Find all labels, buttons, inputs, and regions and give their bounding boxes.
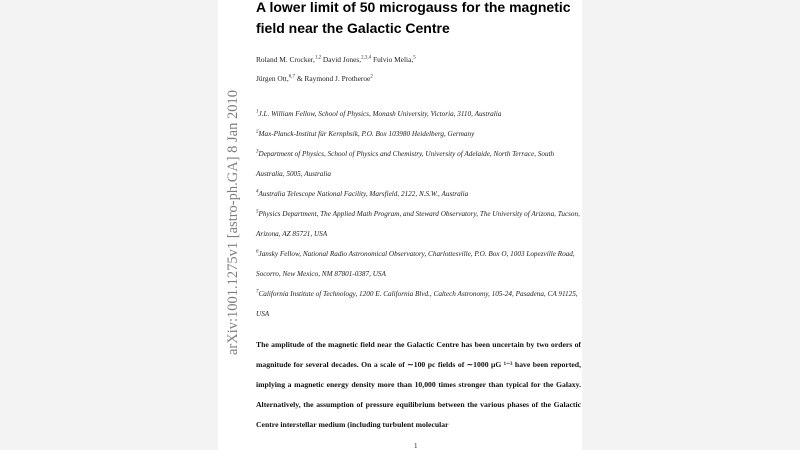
affiliation-text: Physics Department, The Applied Math Program, and Steward Observatory, The University of Arizona, Tucson, Arizona, AZ 85721, USA <box>256 210 580 238</box>
affiliation-item <box>256 184 582 204</box>
arxiv-stamp[interactable]: arXiv:1001.1275v1 [astro-ph.GA] 8 Jan 2010 <box>225 90 241 355</box>
author-affiliation-marker: 1,2 <box>314 55 322 61</box>
affiliation-text: Australia Telescope National Facility, Marsfield, 2122, N.S.W., Australia <box>258 190 469 198</box>
page-number: 1 <box>414 442 418 450</box>
affiliation-number: 7 <box>256 289 259 295</box>
affiliation-number: 6 <box>256 249 259 255</box>
author-affiliation-marker: 2,3,4 <box>361 55 372 61</box>
author-affiliation-marker: 6,7 <box>288 74 295 80</box>
affiliation-number: 2 <box>256 129 259 135</box>
abstract-text: The amplitude of the magnetic field near the Galactic Centre has been uncertain by two orders of magnitude for several decades. On a scale of ∼100 pc fields of ∼1000 μG ¹⁻³ have been reported, implying a magnetic energy density more than 10,000 times stronger than typical for the Galaxy. Alternatively, the assumption of pressure equilibrium between the various phases of the Galactic Centre interstellar medium (including turbulent molecular <box>256 340 581 429</box>
authors-line-1 <box>256 55 416 64</box>
affiliation-item <box>256 244 582 284</box>
author-affiliation-marker: 2 <box>370 74 373 80</box>
affiliation-item <box>256 204 582 244</box>
affiliation-item <box>256 284 582 324</box>
author-name: Fulvio Melia, <box>371 55 414 64</box>
affiliation-text: Department of Physics, School of Physics and Chemistry, University of Adelaide, North Terrace, South Australia, 5005, Australia <box>256 150 555 178</box>
affiliation-text: J.L. William Fellow, School of Physics, Monash University, Victoria, 3110, Australia <box>258 110 502 118</box>
affiliation-text: Jansky Fellow, National Radio Astronomical Observatory, Charlottesville, P.O. Box O, 1003 Lopezville Road, Socorro, New Mexico, NM 87801-0387, USA <box>256 250 575 278</box>
author-name: & Raymond J. Protheroe <box>294 74 371 83</box>
abstract <box>256 335 581 435</box>
author-affiliation-marker: 5 <box>413 55 416 61</box>
author-name: David Jones, <box>321 55 362 64</box>
affiliation-item <box>256 124 582 144</box>
author-name: Roland M. Crocker, <box>256 55 315 64</box>
affiliation-number: 3 <box>256 149 259 155</box>
affiliation-item <box>256 104 582 124</box>
affiliation-text: Max-Planck-Institut für Kernphsik, P.O. Box 103980 Heidelberg, Germany <box>258 130 475 138</box>
affiliation-number: 5 <box>256 209 259 215</box>
affiliation-text: California Institute of Technology, 1200 E. California Blvd., Caltech Astronomy, 105-24, Pasadena, CA 91125, USA <box>256 290 578 318</box>
affiliation-number: 4 <box>256 189 259 195</box>
affiliations-list <box>256 104 582 324</box>
paper-title: A lower limit of 50 microgauss for the magnetic field near the Galactic Centre <box>256 0 571 36</box>
authors-line-2 <box>256 74 373 83</box>
affiliation-number: 1 <box>256 109 259 115</box>
affiliation-item <box>256 144 582 184</box>
author-name: Jürgen Ott, <box>256 74 289 83</box>
